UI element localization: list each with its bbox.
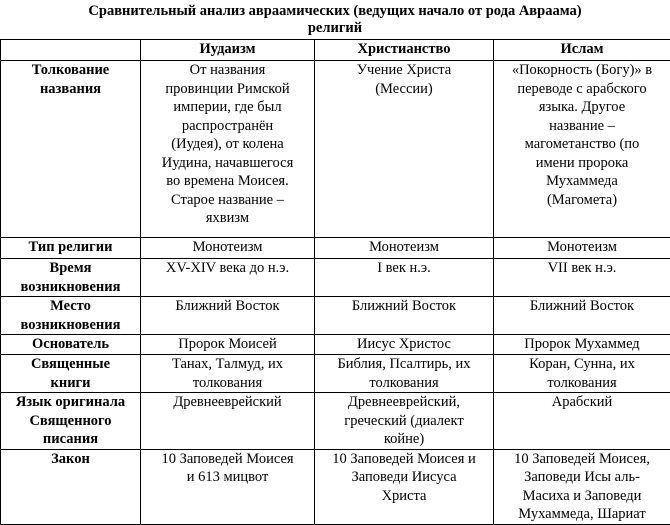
table-row-scripture-language <box>1 393 670 450</box>
cell-text-line: греческий (диалект <box>317 412 491 431</box>
row-header-time-of-origin <box>1 259 141 297</box>
cell-sacred-books-islam <box>494 355 670 393</box>
row-header-line: Основатель <box>3 335 138 354</box>
cell-founder-islam <box>494 335 670 355</box>
cell-text-line: переводе с арабского <box>496 80 668 99</box>
cell-founder-judaism <box>141 335 315 355</box>
row-header-religion-type <box>1 238 141 259</box>
cell-text-line: провинции Римской <box>143 80 312 99</box>
cell-text-line: Коран, Сунна, их <box>496 355 668 374</box>
row-header-line: писания <box>3 430 138 449</box>
cell-time-of-origin-islam <box>494 259 670 297</box>
cell-scripture-language-judaism <box>141 393 315 450</box>
cell-law-christianity <box>315 449 494 524</box>
cell-place-of-origin-christianity <box>315 297 494 335</box>
cell-text-line: Иисус Христос <box>317 335 491 354</box>
cell-religion-type-judaism <box>141 238 315 259</box>
cell-text-line: языка. Другое <box>496 98 668 117</box>
cell-law-judaism <box>141 449 315 524</box>
row-header-scripture-language <box>1 393 141 450</box>
cell-sacred-books-christianity <box>315 355 494 393</box>
cell-text-line: толкования <box>143 374 312 393</box>
row-header-founder <box>1 335 141 355</box>
comparison-table <box>0 39 670 525</box>
column-header-judaism: Иудаизм <box>141 40 315 61</box>
cell-name-meaning-christianity <box>315 61 494 238</box>
cell-text-line: Старое название – <box>143 191 312 210</box>
row-header-line: Место <box>3 297 138 316</box>
cell-time-of-origin-christianity <box>315 259 494 297</box>
row-header-line: Священного <box>3 412 138 431</box>
row-header-line: Время <box>3 259 138 278</box>
table-row-name-meaning <box>1 61 670 238</box>
cell-text-line: Ближний Восток <box>496 297 668 316</box>
cell-text-line: (Магомета) <box>496 191 668 210</box>
table-row-time-of-origin <box>1 259 670 297</box>
cell-founder-christianity <box>315 335 494 355</box>
cell-text-line: (Мессии) <box>317 80 491 99</box>
table-header-row <box>1 40 670 61</box>
cell-text-line: распространён <box>143 117 312 136</box>
cell-text-line: 10 Заповедей Моисея <box>143 450 312 469</box>
cell-text-line: империи, где был <box>143 98 312 117</box>
cell-text-line: VII век н.э. <box>496 259 668 278</box>
cell-name-meaning-judaism <box>141 61 315 238</box>
document-title-line-1: Сравнительный анализ авраамических (ведущих начало от рода Авраама) <box>0 3 670 20</box>
cell-text-line: магометанство (по <box>496 135 668 154</box>
row-header-line: Закон <box>3 450 138 469</box>
cell-text-line: От названия <box>143 61 312 80</box>
row-header-law <box>1 449 141 524</box>
cell-text-line: 10 Заповедей Моисея, <box>496 450 668 469</box>
cell-text-line: толкования <box>317 374 491 393</box>
cell-place-of-origin-judaism <box>141 297 315 335</box>
table-row-religion-type <box>1 238 670 259</box>
cell-text-line: название – <box>496 117 668 136</box>
cell-text-line: «Покорность (Богу)» в <box>496 61 668 80</box>
cell-text-line: Иудина, начавшегося <box>143 154 312 173</box>
row-header-line: Язык оригинала <box>3 393 138 412</box>
cell-text-line: Танах, Талмуд, их <box>143 355 312 374</box>
table-row-place-of-origin <box>1 297 670 335</box>
cell-text-line: Древнееврейский <box>143 393 312 412</box>
cell-text-line: койне) <box>317 430 491 449</box>
table-row-founder <box>1 335 670 355</box>
cell-religion-type-islam <box>494 238 670 259</box>
row-header-line: Священные <box>3 355 138 374</box>
table-row-law <box>1 449 670 524</box>
cell-text-line: яхвизм <box>143 209 312 228</box>
cell-text-line: Масиха и Заповеди <box>496 487 668 506</box>
cell-scripture-language-islam <box>494 393 670 450</box>
cell-text-line: Христа <box>317 487 491 506</box>
table-row-sacred-books <box>1 355 670 393</box>
cell-text-line: XV-XIV века до н.э. <box>143 259 312 278</box>
cell-text-line: имени пророка <box>496 154 668 173</box>
cell-text-line: Заповеди Иисуса <box>317 468 491 487</box>
cell-text-line: во времена Моисея. <box>143 172 312 191</box>
cell-text-line: Монотеизм <box>496 238 668 257</box>
row-header-line: названия <box>3 80 138 99</box>
cell-scripture-language-christianity <box>315 393 494 450</box>
cell-text-line: (Иудея), от колена <box>143 135 312 154</box>
row-header-sacred-books <box>1 355 141 393</box>
cell-place-of-origin-islam <box>494 297 670 335</box>
cell-text-line: Ближний Восток <box>317 297 491 316</box>
document-title-line-2: религий <box>0 20 670 37</box>
cell-text-line: Библия, Псалтирь, их <box>317 355 491 374</box>
row-header-place-of-origin <box>1 297 141 335</box>
cell-name-meaning-islam <box>494 61 670 238</box>
cell-religion-type-christianity <box>315 238 494 259</box>
cell-text-line: Мухаммеда <box>496 172 668 191</box>
cell-text-line: Заповеди Исы аль- <box>496 468 668 487</box>
cell-law-islam <box>494 449 670 524</box>
row-header-line: книги <box>3 374 138 393</box>
row-header-line: возникновения <box>3 278 138 297</box>
cell-text-line: Монотеизм <box>143 238 312 257</box>
cell-text-line: 10 Заповедей Моисея и <box>317 450 491 469</box>
cell-text-line: и 613 мицвот <box>143 468 312 487</box>
cell-text-line: Ближний Восток <box>143 297 312 316</box>
row-header-name-meaning <box>1 61 141 238</box>
cell-text-line: Пророк Моисей <box>143 335 312 354</box>
cell-text-line: Мухаммеда, Шариат <box>496 505 668 524</box>
row-header-line: Тип религии <box>3 238 138 257</box>
cell-text-line: Пророк Мухаммед <box>496 335 668 354</box>
cell-sacred-books-judaism <box>141 355 315 393</box>
column-header-islam: Ислам <box>494 40 670 61</box>
row-header-line: Толкование <box>3 61 138 80</box>
corner-cell <box>1 40 141 61</box>
cell-time-of-origin-judaism <box>141 259 315 297</box>
column-header-christianity: Христианство <box>315 40 494 61</box>
cell-text-line: Учение Христа <box>317 61 491 80</box>
document-title <box>0 3 670 37</box>
cell-text-line: Древнееврейский, <box>317 393 491 412</box>
row-header-line: возникновения <box>3 316 138 335</box>
cell-text-line: толкования <box>496 374 668 393</box>
cell-text-line: I век н.э. <box>317 259 491 278</box>
cell-text-line: Арабский <box>496 393 668 412</box>
cell-text-line: Монотеизм <box>317 238 491 257</box>
